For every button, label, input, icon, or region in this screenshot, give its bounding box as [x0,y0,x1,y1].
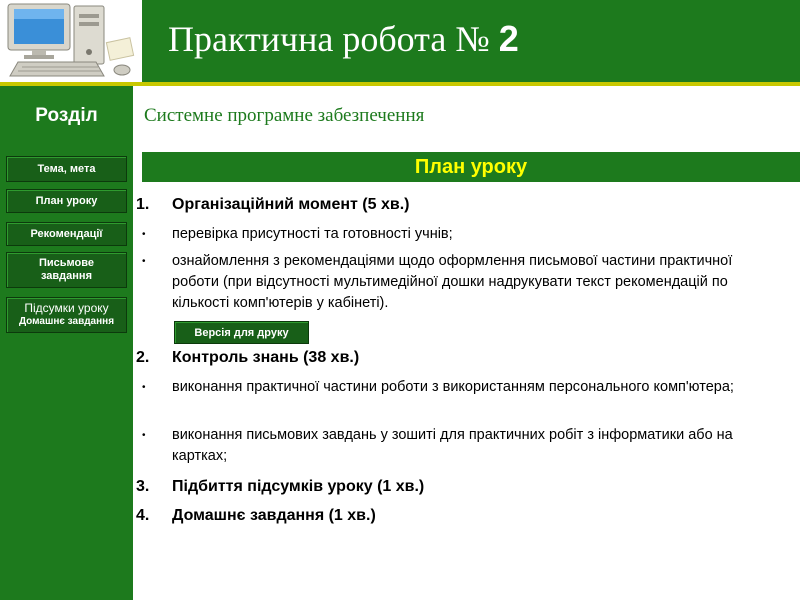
section-name: Системне програмне забезпечення [142,103,800,129]
nav-label: Підсумки уроку [24,301,109,315]
list-item-text: перевірка присутності та готовності учнів; [172,226,453,242]
nav-label: План уроку [35,194,98,207]
bullet-icon: • [142,382,146,393]
nav-label: Рекомендації [30,227,103,240]
plan-item-number: 4. [136,507,150,524]
plan-item-number: 3. [136,478,150,495]
plan-item-text: Контроль знань (38 хв.) [172,349,360,366]
plan-title: План уроку [142,152,800,182]
nav-recommendations-button[interactable] [6,222,127,246]
list-item [142,377,772,398]
plan-item [136,478,424,496]
nav-written-task-button[interactable] [6,252,127,288]
plan-item [136,349,359,367]
page-title-text: Практична робота № [168,19,499,59]
plan-item-text: Домашнє завдання (1 хв.) [172,507,376,524]
nav-lesson-plan-button[interactable] [6,189,127,213]
bullet-icon: • [142,256,146,267]
nav-sublabel: Домашнє завдання [18,316,115,327]
nav-theme-goal-button[interactable] [6,156,127,182]
plan-item-number: 2. [136,349,150,366]
plan-item [136,507,376,525]
page-title-number: 2 [498,18,519,59]
list-item [142,224,772,245]
list-item-text: виконання практичної частини роботи з використанням персонального комп'ютера; [172,379,734,395]
plan-item [136,196,409,214]
plan-item-number: 1. [136,196,150,213]
print-version-button[interactable]: Версія для друку [174,321,309,344]
plan-item-text: Організаційний момент (5 хв.) [172,196,410,213]
nav-label: Письмове завдання [39,257,94,282]
list-item-text: ознайомлення з рекомендаціями щодо оформлення письмової частини практичної роботи (при відсутності мультимедійної дошки надрукувати текст рекомендацій по кількості комп'ютерів у кабінеті). [172,253,733,311]
bullet-icon: • [142,229,146,240]
header-image [0,0,142,82]
section-tab: Розділ [0,100,133,132]
nav-summary-homework-button[interactable] [6,297,127,333]
list-item [142,425,772,467]
list-item [142,251,772,314]
list-item-text: виконання письмових завдань у зошиті для практичних робіт з інформатики або на картках; [172,427,733,464]
page-title [168,18,519,60]
plan-item-text: Підбиття підсумків уроку (1 хв.) [172,478,425,495]
computer-clipart-icon [0,0,142,82]
bullet-icon: • [142,430,146,441]
nav-label: Тема, мета [37,162,96,175]
